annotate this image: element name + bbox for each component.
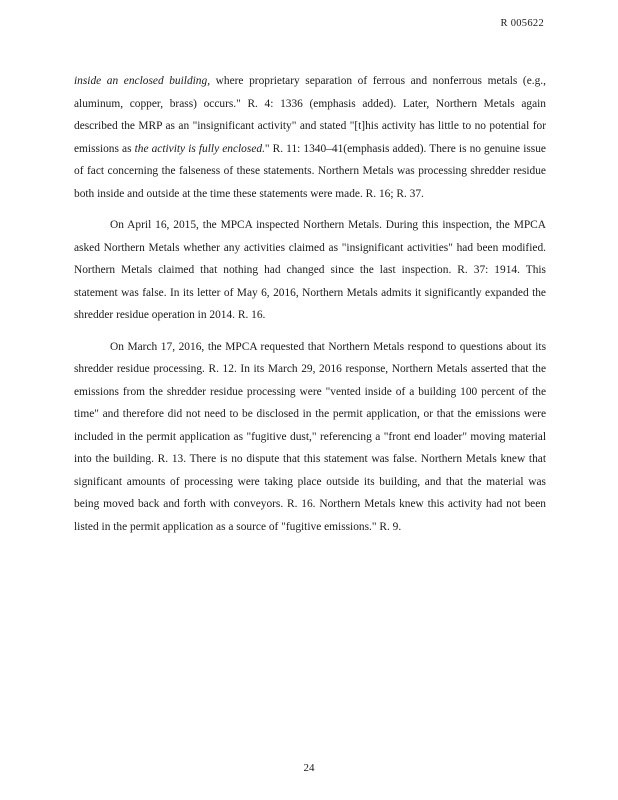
text-segment: On April 16, 2015, the MPCA inspected Northern Metals. During this inspection, the MPCA asked Northern Metals whether any activities claimed as "insignificant activities" had been modified. Northern Metals claimed that nothing had changed since the last inspection. R. 37: 1914. This statement was false. In its letter of May 6, 2016, Northern Metals admits it significantly expanded the shredder residue operation in 2014. R. 16. (74, 219, 546, 321)
paragraph-3 (74, 336, 546, 539)
text-segment: where proprietary separation of ferrous and nonferrous metals (e.g., aluminum, copper, brass) occurs." R. 4: 1336 (emphasis added). Later, Northern Metals again described the MRP as an "insignificant activity" and stated "[t]his activity has little to no potential for emissions as (74, 75, 547, 155)
page-number: 24 (303, 762, 315, 774)
text-segment: " R. 11: 1340–41(emphasis added). There is no genuine issue of fact concerning the falseness of these statements. Northern Metals was processing shredder residue both inside and outside at the time these statements were made. R. 16; R. 37. (74, 142, 546, 200)
bates-number: R 005622 (500, 18, 544, 29)
text-segment: On March 17, 2016, the MPCA requested that Northern Metals respond to questions about its shredder residue processing. R. 12. In its March 29, 2016 response, Northern Metals asserted that the emissions from the shredder residue processing were "vented inside of a building 100 percent of the time" and therefore did not need to be disclosed in the permit application, or that the emissions were included in the permit application as "fugitive dust," referencing a "front end loader" moving material into the building. R. 13. There is no dispute that this statement was false. Northern Metals knew that significant amounts of processing were taking place outside its building, and that the material was being moved back and forth with conveyors. R. 16. Northern Metals knew this activity had not been listed in the permit application as a source of "fugitive emissions." R. 9. (74, 340, 546, 533)
paragraph-2 (74, 214, 546, 327)
document-body (74, 70, 546, 547)
paragraph-1 (74, 70, 546, 205)
text-segment: inside an enclosed building, (74, 75, 211, 87)
text-segment: the activity is fully enclosed. (134, 142, 265, 155)
